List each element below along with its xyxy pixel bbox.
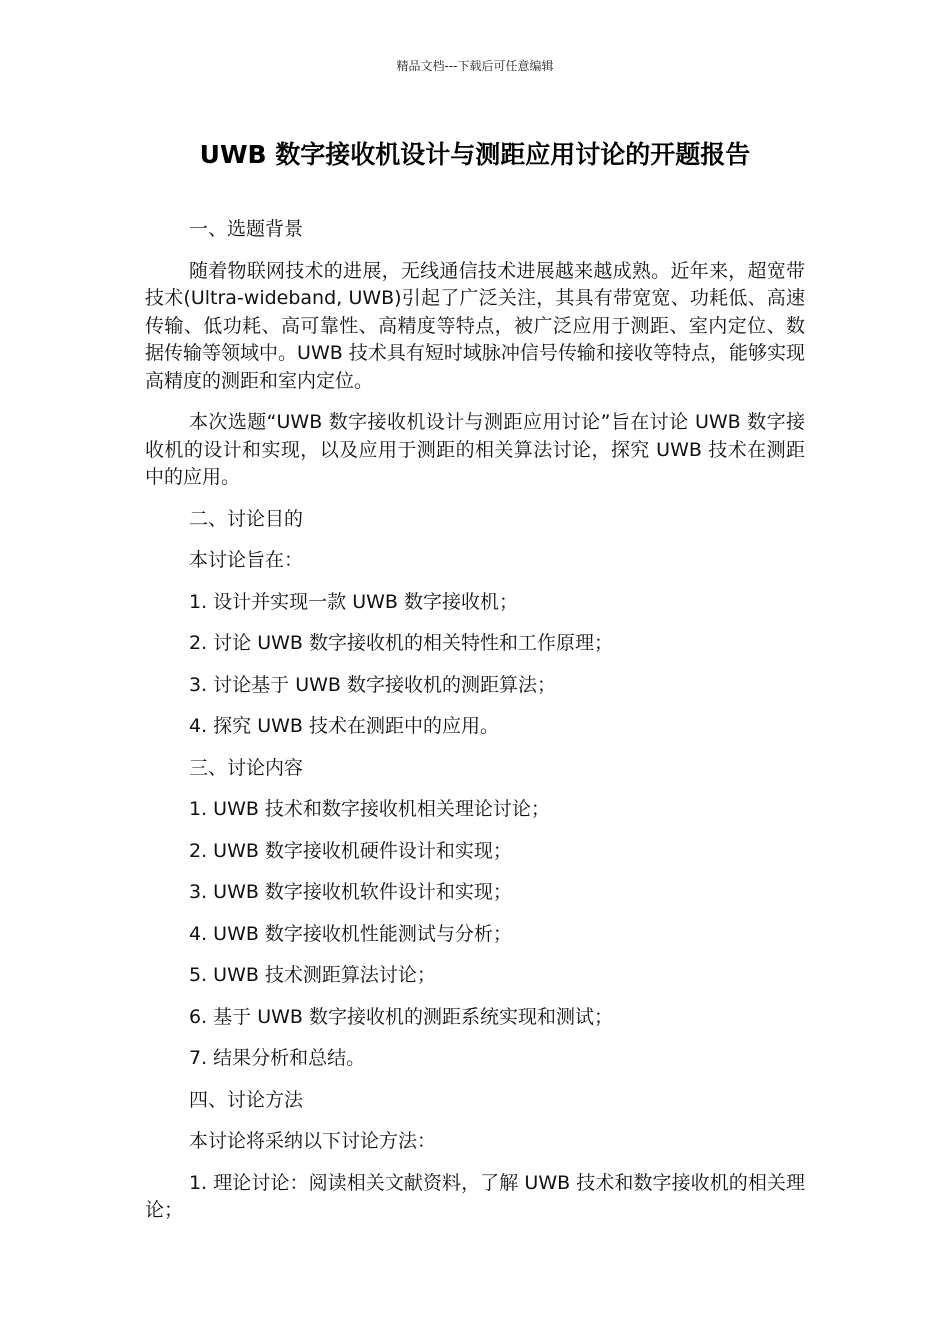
list-item-content: 7. 结果分析和总结。 xyxy=(189,1047,366,1069)
section-heading-objectives: 二、讨论目的 xyxy=(189,507,304,530)
list-item-objective: 2. 讨论 UWB 数字接收机的相关特性和工作原理； xyxy=(189,632,613,654)
section-heading-methods: 四、讨论方法 xyxy=(189,1088,304,1111)
section-heading-content: 三、讨论内容 xyxy=(189,756,304,779)
list-item-objective: 1. 设计并实现一款 UWB 数字接收机； xyxy=(189,590,518,613)
list-item-method: 1. 理论讨论：阅读相关文献资料，了解 UWB 技术和数字接收机的相关理论； xyxy=(145,1171,805,1221)
paragraph-methods-intro: 本讨论将采纳以下讨论方法： xyxy=(189,1130,437,1152)
document-body xyxy=(145,216,805,1239)
page-header-watermark: 精品文档---下载后可任意编辑 xyxy=(396,59,554,73)
paragraph-background: 随着物联网技术的进展，无线通信技术进展越来越成熟。近年来，超宽带技术(Ultra-wideband, UWB)引起了广泛关注，其具有带宽宽、功耗低、高速传输、低功耗、高可靠性、高精度等特点，被广泛应用于测距、室内定位、数据传输等领域中。UWB 技术具有短时域脉冲信号传输和接收等特点，能够实现高精度的测距和室内定位。 xyxy=(145,259,805,392)
list-item-content: 3. UWB 数字接收机软件设计和实现； xyxy=(189,881,512,903)
paragraph-objectives-intro: 本讨论旨在： xyxy=(189,549,304,571)
paragraph-topic-purpose: 本次选题“UWB 数字接收机设计与测距应用讨论”旨在讨论 UWB 数字接收机的设计和实现，以及应用于测距的相关算法讨论，探究 UWB 技术在测距中的应用。 xyxy=(145,411,805,488)
list-item-objective: 4. 探究 UWB 技术在测距中的应用。 xyxy=(189,715,499,737)
document-title: UWB 数字接收机设计与测距应用讨论的开题报告 xyxy=(199,140,751,169)
list-item-content: 5. UWB 技术测距算法讨论； xyxy=(189,964,436,986)
list-item-objective: 3. 讨论基于 UWB 数字接收机的测距算法； xyxy=(189,673,556,696)
list-item-content: 1. UWB 技术和数字接收机相关理论讨论； xyxy=(189,798,550,820)
list-item-content: 2. UWB 数字接收机硬件设计和实现； xyxy=(189,839,512,862)
section-heading-background: 一、选题背景 xyxy=(189,218,304,240)
list-item-content: 4. UWB 数字接收机性能测试与分析； xyxy=(189,922,512,945)
list-item-content: 6. 基于 UWB 数字接收机的测距系统实现和测试； xyxy=(189,1005,613,1028)
